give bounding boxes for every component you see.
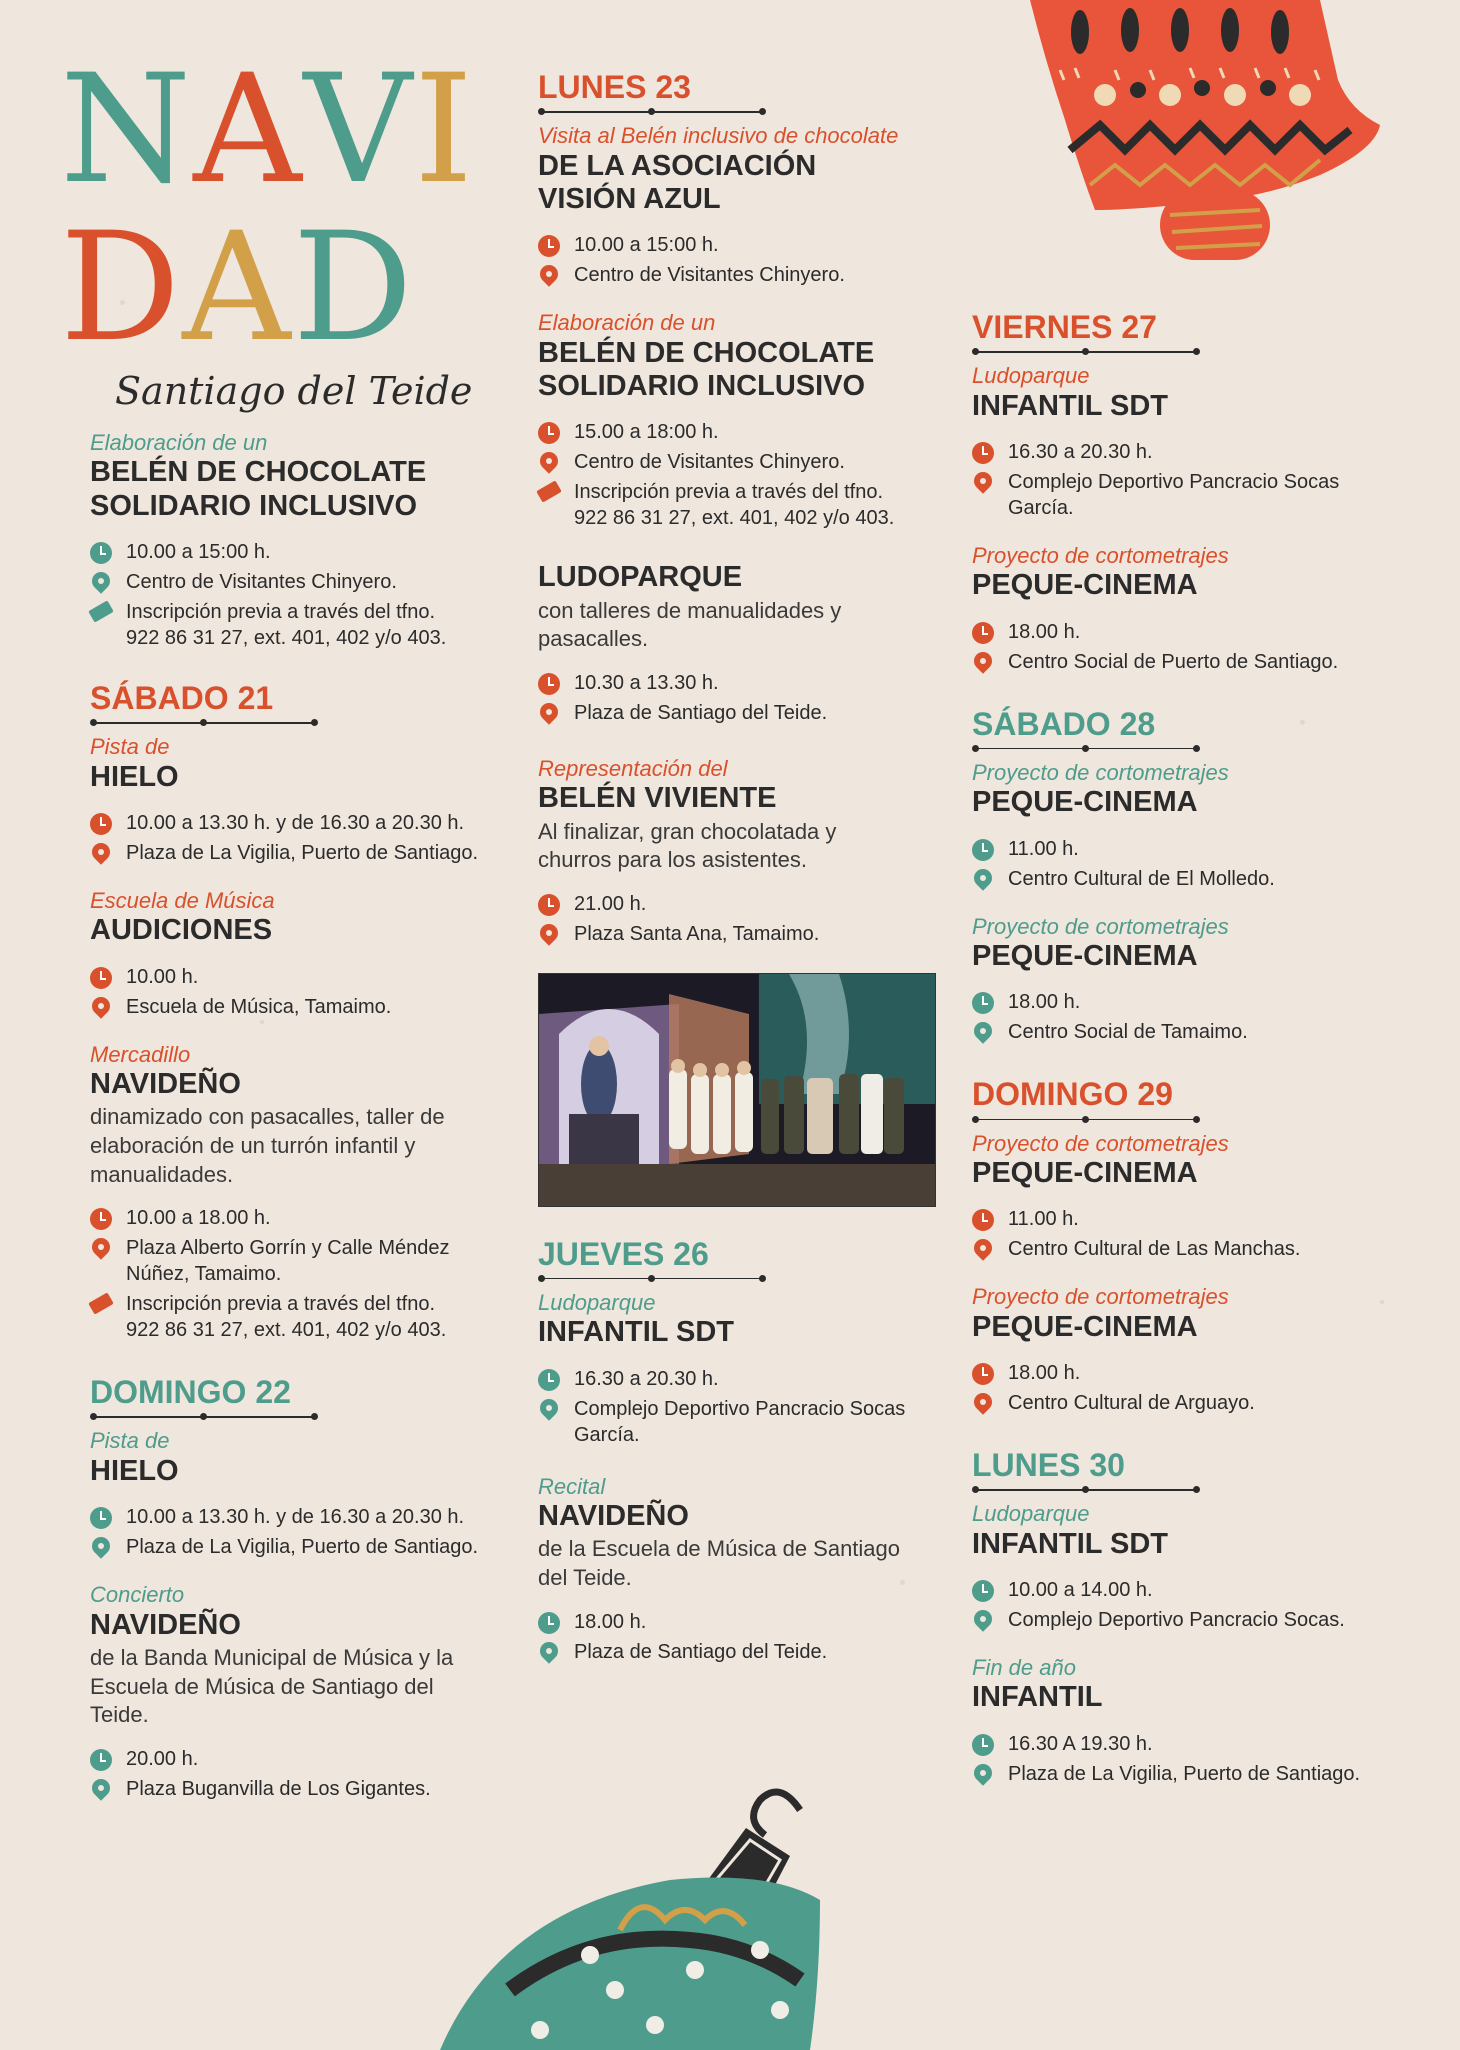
event-time [972, 1206, 1392, 1232]
event-time [972, 1577, 1392, 1603]
time-text: 10.00 a 15:00 h. [126, 541, 271, 564]
day-heading: SÁBADO 21 [90, 680, 274, 717]
event-description: con talleres de manualidades y pasacalles. [538, 597, 842, 652]
event-title: NAVIDEÑO [90, 1068, 241, 1101]
clock-icon [972, 992, 994, 1014]
day-rule [538, 107, 766, 117]
place-text: Centro Cultural de Arguayo. [1008, 1391, 1255, 1414]
event-place [90, 569, 490, 595]
location-pin-icon [88, 993, 113, 1018]
location-pin-icon [536, 262, 561, 287]
event-title: INFANTIL SDT [972, 1527, 1169, 1560]
event-hielo [90, 734, 490, 866]
event-info [538, 1609, 938, 1665]
subtitle: Santiago del Teide [115, 369, 473, 413]
time-text: 16.30 a 20.30 h. [574, 1367, 719, 1390]
column-1 [90, 430, 490, 1824]
event-kicker: Pista de [90, 1428, 170, 1454]
event-kicker: Ludoparque [972, 363, 1090, 389]
day-rule [538, 1274, 766, 1284]
day-heading: DOMINGO 29 [972, 1076, 1173, 1113]
day-rule [90, 718, 318, 728]
note-text [126, 1291, 446, 1343]
place-text: Centro de Visitantes Chinyero. [574, 264, 845, 287]
event-kicker: Ludoparque [538, 1289, 656, 1315]
event-kicker: Recital [538, 1473, 606, 1499]
event-place [972, 1607, 1392, 1633]
note-line: 922 86 31 27, ext. 401, 402 y/o 403. [126, 627, 447, 650]
clock-icon [972, 839, 994, 861]
event-description: de la Escuela de Música de Santiago del Teide. [538, 1536, 901, 1591]
event-time [972, 619, 1392, 645]
event-title: PEQUE-CINEMA [972, 786, 1198, 819]
event-note [90, 599, 490, 651]
note-text [126, 599, 446, 651]
title-letter: D [60, 201, 183, 375]
event-title: HIELO [90, 1454, 179, 1487]
day-heading: SÁBADO 28 [972, 705, 1156, 742]
title-dad [60, 201, 490, 375]
event-info [90, 964, 490, 1020]
event-info [972, 1577, 1392, 1633]
day-heading: VIERNES 27 [972, 309, 1157, 345]
time-text: 18.00 h. [1008, 991, 1081, 1014]
place-text: Plaza de Santiago del Teide. [574, 1640, 828, 1663]
clock-icon [538, 235, 560, 257]
note-line: 922 86 31 27, ext. 401, 402 y/o 403. [126, 1319, 447, 1342]
ticket-icon [536, 481, 562, 503]
location-pin-icon [536, 1395, 561, 1420]
day-heading: LUNES 23 [538, 69, 691, 105]
location-pin-icon [970, 1760, 995, 1785]
event-kicker: Ludoparque [972, 1501, 1090, 1527]
event-time [972, 1731, 1392, 1757]
time-text: 16.30 A 19.30 h. [1008, 1732, 1153, 1755]
event-description: dinamizado con pasacalles, taller de elaboración de un turrón infantil y manualidades. [90, 1104, 445, 1187]
event-info [972, 1206, 1392, 1262]
place-text: Plaza Santa Ana, Tamaimo. [574, 922, 820, 945]
time-text: 10.00 a 15:00 h. [574, 234, 719, 257]
event-info [972, 619, 1392, 675]
time-text: 10.00 a 18.00 h. [126, 1207, 271, 1230]
day-rule [972, 744, 1200, 754]
event-info [538, 232, 938, 288]
event-title: NAVIDEÑO [90, 1608, 241, 1641]
title-letter: V [303, 43, 414, 217]
place-text: Centro Social de Puerto de Santiago. [1008, 650, 1339, 673]
event-peque-cinema [972, 760, 1392, 892]
clock-icon [90, 1749, 112, 1771]
event-peque-cinema [972, 1131, 1392, 1263]
event-place [972, 1019, 1392, 1045]
place-text: Centro Cultural de El Molledo. [1008, 867, 1275, 890]
event-place [90, 1534, 490, 1560]
event-audiciones [90, 888, 490, 1020]
clock-icon [90, 813, 112, 835]
event-title: LUDOPARQUE [538, 561, 743, 594]
event-place [538, 1396, 938, 1448]
time-text: 10.00 a 14.00 h. [1008, 1578, 1153, 1601]
column-2 [538, 70, 938, 1687]
clock-icon [972, 1209, 994, 1231]
event-peque-cinema [972, 1284, 1392, 1416]
clock-icon [972, 1580, 994, 1602]
note-line: Inscripción previa a través del tfno. [126, 1293, 436, 1316]
event-kicker: Visita al Belén inclusivo de chocolate [538, 123, 899, 149]
day-rule [972, 1115, 1200, 1125]
event-time [972, 1360, 1392, 1386]
ticket-icon [88, 1293, 114, 1315]
time-text: 18.00 h. [574, 1610, 647, 1633]
event-title: HIELO [90, 760, 179, 793]
note-line: Inscripción previa a través del tfno. [126, 601, 436, 624]
event-place [538, 449, 938, 475]
title-letter: I [413, 43, 476, 217]
place-text: Escuela de Música, Tamaimo. [126, 995, 392, 1018]
event-kicker: Elaboración de un [538, 310, 716, 336]
time-text: 16.30 a 20.30 h. [1008, 440, 1153, 463]
day-heading: DOMINGO 22 [90, 1374, 291, 1411]
event-time [972, 836, 1392, 862]
event-title: PEQUE-CINEMA [972, 939, 1198, 972]
event-info [972, 989, 1392, 1045]
place-text: Centro de Visitantes Chinyero. [126, 571, 397, 594]
event-ludoparque-infantil [972, 363, 1392, 521]
event-info [90, 539, 490, 651]
place-line: García. [574, 1423, 640, 1446]
event-time [90, 810, 490, 836]
place-text: Plaza de Santiago del Teide. [574, 701, 828, 724]
event-place [538, 262, 938, 288]
location-pin-icon [88, 1533, 113, 1558]
event-title: SOLIDARIO INCLUSIVO [538, 370, 866, 402]
clock-icon [90, 967, 112, 989]
event-title: PEQUE-CINEMA [972, 1310, 1198, 1343]
place-text: Centro Social de Tamaimo. [1008, 1021, 1248, 1044]
title-letter: D [292, 201, 415, 375]
event-kicker: Concierto [90, 1582, 185, 1608]
place-line: Plaza Alberto Gorrín y Calle Méndez [126, 1237, 450, 1260]
time-text: 10.00 h. [126, 965, 199, 988]
location-pin-icon [970, 648, 995, 673]
location-pin-icon [88, 568, 113, 593]
event-place [538, 1639, 938, 1665]
ticket-icon [88, 600, 114, 622]
event-time [972, 439, 1392, 465]
location-pin-icon [88, 839, 113, 864]
event-fin-de-ano [972, 1655, 1392, 1787]
event-peque-cinema [972, 543, 1392, 675]
event-kicker: Pista de [90, 734, 170, 760]
event-note [538, 479, 938, 531]
event-info [90, 1205, 490, 1343]
event-ludoparque-infantil [972, 1501, 1392, 1633]
event-info [538, 891, 938, 947]
event-place [538, 700, 938, 726]
event-info [972, 439, 1392, 521]
location-pin-icon [88, 1235, 113, 1260]
event-title: INFANTIL SDT [538, 1316, 735, 1349]
place-text: Centro de Visitantes Chinyero. [574, 451, 845, 474]
event-kicker: Proyecto de cortometrajes [972, 1284, 1229, 1310]
event-note [90, 1291, 490, 1343]
clock-icon [538, 673, 560, 695]
clock-icon [90, 542, 112, 564]
location-pin-icon [536, 699, 561, 724]
event-kicker: Proyecto de cortometrajes [972, 542, 1229, 568]
event-info [90, 810, 490, 866]
clock-icon [972, 622, 994, 644]
event-kicker: Proyecto de cortometrajes [972, 1130, 1229, 1156]
location-pin-icon [970, 1389, 995, 1414]
event-place [90, 1235, 490, 1287]
event-time [538, 1366, 938, 1392]
clock-icon [538, 422, 560, 444]
event-description: Al finalizar, gran chocolatada y churros para los asistentes. [538, 818, 837, 873]
event-place [972, 469, 1392, 521]
event-title: BELÉN DE CHOCOLATE [90, 456, 427, 489]
event-kicker: Mercadillo [90, 1041, 191, 1067]
location-pin-icon [536, 920, 561, 945]
time-text: 10.00 a 13.30 h. y de 16.30 a 20.30 h. [126, 1506, 465, 1529]
event-title: INFANTIL SDT [972, 389, 1169, 422]
place-text: Plaza de La Vigilia, Puerto de Santiago. [1008, 1762, 1361, 1785]
event-kicker: Proyecto de cortometrajes [972, 913, 1229, 939]
event-recital [538, 1474, 938, 1665]
day-rule [90, 1412, 318, 1422]
bell-illustration [1020, 0, 1390, 270]
event-title: BELÉN VIVIENTE [538, 782, 777, 815]
location-pin-icon [970, 1606, 995, 1631]
event-title: NAVIDEÑO [538, 1500, 689, 1533]
event-kicker: Fin de año [972, 1654, 1076, 1680]
event-time [90, 1205, 490, 1231]
note-line: 922 86 31 27, ext. 401, 402 y/o 403. [574, 507, 895, 530]
event-place [972, 1236, 1392, 1262]
clock-icon [90, 1507, 112, 1529]
event-info [972, 836, 1392, 892]
event-kicker: Proyecto de cortometrajes [972, 759, 1229, 785]
time-text: 15.00 a 18:00 h. [574, 421, 719, 444]
place-text [574, 1396, 905, 1448]
event-time [538, 1609, 938, 1635]
event-title: INFANTIL [972, 1681, 1103, 1714]
event-mercadillo [90, 1042, 490, 1344]
event-info [972, 1731, 1392, 1787]
location-pin-icon [970, 865, 995, 890]
time-text: 18.00 h. [1008, 1361, 1081, 1384]
note-line: Inscripción previa a través del tfno. [574, 481, 884, 504]
event-place [972, 1761, 1392, 1787]
event-place [538, 921, 938, 947]
event-place [90, 1776, 490, 1802]
note-text [574, 479, 894, 531]
day-heading: JUEVES 26 [538, 1235, 709, 1272]
clock-icon [972, 442, 994, 464]
place-text: Centro Cultural de Las Manchas. [1008, 1238, 1301, 1261]
event-description: de la Banda Municipal de Música y la Escuela de Música de Santiago del Teide. [90, 1644, 454, 1728]
time-text: 11.00 h. [1008, 837, 1079, 860]
time-text: 11.00 h. [1008, 1208, 1079, 1231]
event-info [538, 419, 938, 531]
event-info [972, 1360, 1392, 1416]
clock-icon [972, 1363, 994, 1385]
event-time [972, 989, 1392, 1015]
time-text: 20.00 h. [126, 1747, 199, 1770]
event-title: PEQUE-CINEMA [972, 1156, 1198, 1189]
event-belen-chocolate [538, 310, 938, 531]
location-pin-icon [536, 1638, 561, 1663]
location-pin-icon [970, 1236, 995, 1261]
event-place [90, 994, 490, 1020]
clock-icon [538, 1612, 560, 1634]
event-time [90, 1504, 490, 1530]
time-text: 10.00 a 13.30 h. y de 16.30 a 20.30 h. [126, 812, 465, 834]
place-line: Núñez, Tamaimo. [126, 1263, 282, 1286]
event-title: AUDICIONES [90, 914, 273, 947]
event-place [972, 649, 1392, 675]
event-info [90, 1746, 490, 1802]
event-title: PEQUE-CINEMA [972, 569, 1198, 602]
title-letter: A [193, 43, 304, 217]
event-place [90, 840, 490, 866]
event-title: VISIÓN AZUL [538, 182, 721, 215]
day-rule [972, 1485, 1200, 1495]
christmas-ornament-illustration [440, 1760, 860, 2050]
nativity-scene-image [539, 974, 935, 1206]
place-text: Complejo Deportivo Pancracio Socas. [1008, 1608, 1345, 1631]
place-line: Complejo Deportivo Pancracio Socas [574, 1397, 906, 1420]
place-text: Plaza de La Vigilia, Puerto de Santiago. [126, 1536, 479, 1559]
place-line: García. [1008, 496, 1074, 519]
event-time [538, 891, 938, 917]
event-peque-cinema [972, 914, 1392, 1046]
poster-title [60, 43, 490, 413]
column-3 [972, 310, 1392, 1809]
day-heading: LUNES 30 [972, 1446, 1125, 1483]
event-info [90, 1504, 490, 1560]
location-pin-icon [970, 468, 995, 493]
place-text [1008, 469, 1339, 521]
time-text: 21.00 h. [574, 892, 647, 915]
nativity-photo [538, 973, 936, 1207]
event-time [538, 670, 938, 696]
event-ludoparque [538, 561, 938, 726]
event-title: SOLIDARIO INCLUSIVO [90, 489, 418, 522]
title-navi [60, 43, 490, 217]
event-kicker: Representación del [538, 755, 728, 781]
event-belen-viviente [538, 756, 938, 947]
event-place [972, 866, 1392, 892]
event-time [90, 539, 490, 565]
event-time [538, 419, 938, 445]
title-letter: A [182, 201, 293, 375]
event-ludoparque-infantil [538, 1290, 938, 1448]
event-kicker: Escuela de Música [90, 888, 275, 913]
event-time [538, 232, 938, 258]
event-title: BELÉN DE CHOCOLATE [538, 336, 875, 369]
place-line: Complejo Deportivo Pancracio Socas [1008, 470, 1340, 493]
location-pin-icon [88, 1775, 113, 1800]
clock-icon [972, 1734, 994, 1756]
time-text: 10.30 a 13.30 h. [574, 671, 719, 694]
event-title: DE LA ASOCIACIÓN [538, 149, 817, 182]
clock-icon [538, 1369, 560, 1391]
place-text: Plaza Buganvilla de Los Gigantes. [126, 1777, 431, 1800]
day-rule [972, 347, 1200, 357]
event-info [538, 1366, 938, 1448]
event-kicker: Elaboración de un [90, 430, 268, 455]
event-place [972, 1390, 1392, 1416]
event-vision-azul [538, 123, 938, 288]
title-letter: N [60, 43, 194, 217]
event-belen-chocolate [90, 430, 490, 651]
event-hielo [90, 1428, 490, 1560]
event-info [538, 670, 938, 726]
time-text: 18.00 h. [1008, 620, 1081, 643]
place-text: Plaza de La Vigilia, Puerto de Santiago. [126, 842, 479, 864]
clock-icon [90, 1208, 112, 1230]
clock-icon [538, 894, 560, 916]
place-text [126, 1235, 450, 1287]
location-pin-icon [970, 1019, 995, 1044]
event-time [90, 1746, 490, 1772]
location-pin-icon [536, 449, 561, 474]
event-concierto [90, 1582, 490, 1802]
event-time [90, 964, 490, 990]
